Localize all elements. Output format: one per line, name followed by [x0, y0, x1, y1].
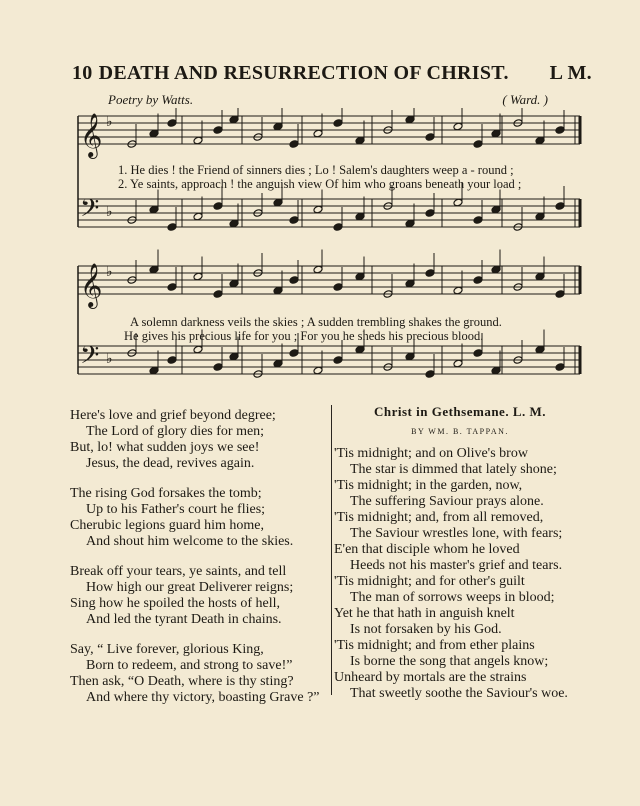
note-head: [333, 223, 343, 232]
note-head: [313, 265, 323, 274]
note-head: [473, 276, 483, 285]
verse-line: 'Tis midnight; in the garden, now,: [334, 478, 523, 493]
note-head: [149, 265, 159, 274]
verse-line: Born to redeem, and strong to save!”: [86, 658, 293, 673]
note-head: [213, 202, 223, 211]
note-head: [355, 345, 365, 354]
verse-line: Cherubic legions guard him home,: [70, 518, 265, 533]
verse-line: That sweetly soothe the Saviour's woe.: [350, 686, 568, 701]
note-head: [405, 352, 415, 361]
verse-line: 'Tis midnight; and for other's guilt: [334, 574, 525, 589]
note-head: [167, 119, 177, 128]
verse-line: But, lo! what sudden joys we see!: [70, 440, 260, 455]
verse-line: The Lord of glory dies for men;: [86, 424, 265, 439]
note-head: [425, 209, 435, 218]
note-head: [355, 272, 365, 281]
note-head: [313, 366, 323, 375]
stanza: [334, 574, 586, 638]
note-head: [167, 283, 177, 292]
verse-line: Then ask, “O Death, where is thy sting?: [70, 674, 294, 689]
page-header: [72, 62, 592, 90]
verse-line: Up to his Father's court he flies;: [86, 502, 266, 517]
note-head: [555, 202, 565, 211]
note-head: [229, 352, 239, 361]
verse-line: And where thy victory, boasting Grave ?”: [86, 690, 320, 705]
note-head: [425, 269, 435, 278]
verse-line: And shout him welcome to the skies.: [86, 534, 294, 549]
note-head: [453, 122, 463, 131]
note-head: [535, 212, 545, 221]
note-head: [167, 223, 177, 232]
note-head: [149, 366, 159, 375]
note-head: [473, 349, 483, 358]
poet-credit: Poetry by Watts.: [108, 92, 194, 107]
note-head: [193, 272, 203, 281]
note-head: [491, 366, 501, 375]
note-head: [313, 129, 323, 138]
verse-line: How high our great Deliverer reigns;: [86, 580, 294, 595]
verse-line: Is borne the song that angels know;: [350, 654, 549, 669]
note-head: [405, 219, 415, 228]
stanza: [334, 446, 586, 510]
bass-clef-icon: 𝄢: [80, 341, 100, 376]
note-head: [491, 129, 501, 138]
note-head: [273, 286, 283, 295]
verse-line: Here's love and grief beyond degree;: [70, 408, 276, 423]
note-head: [149, 205, 159, 214]
note-head: [289, 276, 299, 285]
note-head: [535, 136, 545, 145]
note-head: [273, 198, 283, 207]
verse-line: Jesus, the dead, revives again.: [86, 456, 255, 471]
right-text-column: [334, 404, 586, 702]
flat-icon: ♭: [106, 204, 113, 220]
system2-lyric-verse1: A solemn darkness veils the skies ; A sudden trembling shakes the ground.: [130, 315, 502, 329]
note-head: [193, 345, 203, 354]
stanza: [70, 642, 328, 706]
note-head: [555, 290, 565, 299]
verse-line: Sing how he spoiled the hosts of hell,: [70, 596, 280, 611]
left-text-column: [70, 408, 328, 706]
note-head: [355, 212, 365, 221]
treble-clef-icon: 𝄞: [80, 113, 103, 157]
note-head: [405, 115, 415, 124]
note-head: [405, 279, 415, 288]
verse-line: The suffering Saviour prays alone.: [350, 494, 544, 509]
note-head: [473, 216, 483, 225]
verse-line: The star is dimmed that lately shone;: [350, 462, 557, 477]
note-head: [535, 345, 545, 354]
note-head: [289, 140, 299, 149]
meter-label: L M.: [549, 62, 592, 84]
note-head: [555, 363, 565, 372]
verse-line: And led the tyrant Death in chains.: [86, 612, 282, 627]
hymn-byline: BY WM. B. TAPPAN.: [411, 427, 509, 436]
note-head: [213, 290, 223, 299]
verse-line: Heeds not his master's grief and tears.: [350, 558, 563, 573]
flat-icon: ♭: [106, 114, 113, 130]
verse-line: The man of sorrows weeps in blood;: [350, 590, 555, 605]
note-head: [229, 279, 239, 288]
page-title: DEATH AND RESURRECTION OF CHRIST.: [98, 62, 509, 84]
note-head: [289, 216, 299, 225]
verse-line: E'en that disciple whom he loved: [334, 542, 520, 557]
note-head: [333, 283, 343, 292]
system1-lyric-verse2: 2. Ye saints, approach ! the anguish view Of him who groans beneath your load ;: [118, 177, 522, 191]
verse-line: 'Tis midnight; and from ether plains: [334, 638, 535, 653]
note-head: [213, 126, 223, 135]
verse-line: The rising God forsakes the tomb;: [70, 486, 262, 501]
note-head: [289, 349, 299, 358]
stanza: [70, 486, 328, 550]
note-head: [425, 133, 435, 142]
note-head: [313, 205, 323, 214]
note-head: [333, 119, 343, 128]
verse-line: The Saviour wrestles lone, with fears;: [350, 526, 563, 541]
stanza: [334, 510, 586, 574]
page-number: 10: [72, 62, 93, 84]
note-head: [229, 115, 239, 124]
flat-icon: ♭: [106, 264, 113, 280]
note-head: [149, 129, 159, 138]
note-head: [229, 219, 239, 228]
tune-name: ( Ward. ): [502, 92, 548, 107]
flat-icon: ♭: [106, 351, 113, 367]
music-score: [72, 108, 592, 390]
note-head: [491, 265, 501, 274]
bass-clef-icon: 𝄢: [80, 194, 100, 229]
verse-line: Break off your tears, ye saints, and tell: [70, 564, 287, 579]
verse-line: 'Tis midnight; and, from all removed,: [334, 510, 544, 525]
treble-clef-icon: 𝄞: [80, 263, 103, 307]
verse-line: Unheard by mortals are the strains: [334, 670, 527, 685]
note-head: [491, 205, 501, 214]
note-head: [193, 212, 203, 221]
column-divider: [331, 405, 332, 695]
note-head: [213, 363, 223, 372]
note-head: [333, 356, 343, 365]
note-head: [555, 126, 565, 135]
note-head: [273, 359, 283, 368]
verse-line: 'Tis midnight; and on Olive's brow: [334, 446, 528, 461]
system2-lyric-verse2: He gives his precious life for you ; For you he sheds his precious blood.: [124, 329, 484, 343]
note-head: [453, 198, 463, 207]
note-head: [535, 272, 545, 281]
stanza: [334, 638, 586, 702]
note-head: [453, 359, 463, 368]
note-head: [193, 136, 203, 145]
hymn-title: Christ in Gethsemane. L. M.: [373, 404, 547, 419]
note-head: [473, 140, 483, 149]
note-head: [273, 122, 283, 131]
note-head: [355, 136, 365, 145]
system1-lyric-verse1: 1. He dies ! the Friend of sinners dies ; Lo ! Salem's daughters weep a - round ;: [118, 163, 514, 177]
verse-line: Say, “ Live forever, glorious King,: [70, 642, 264, 657]
stanza: [70, 564, 328, 628]
note-head: [167, 356, 177, 365]
note-head: [425, 370, 435, 379]
stanza: [70, 408, 328, 472]
verse-line: Is not forsaken by his God.: [350, 622, 502, 637]
note-head: [453, 286, 463, 295]
verse-line: Yet he that hath in anguish knelt: [334, 606, 515, 621]
